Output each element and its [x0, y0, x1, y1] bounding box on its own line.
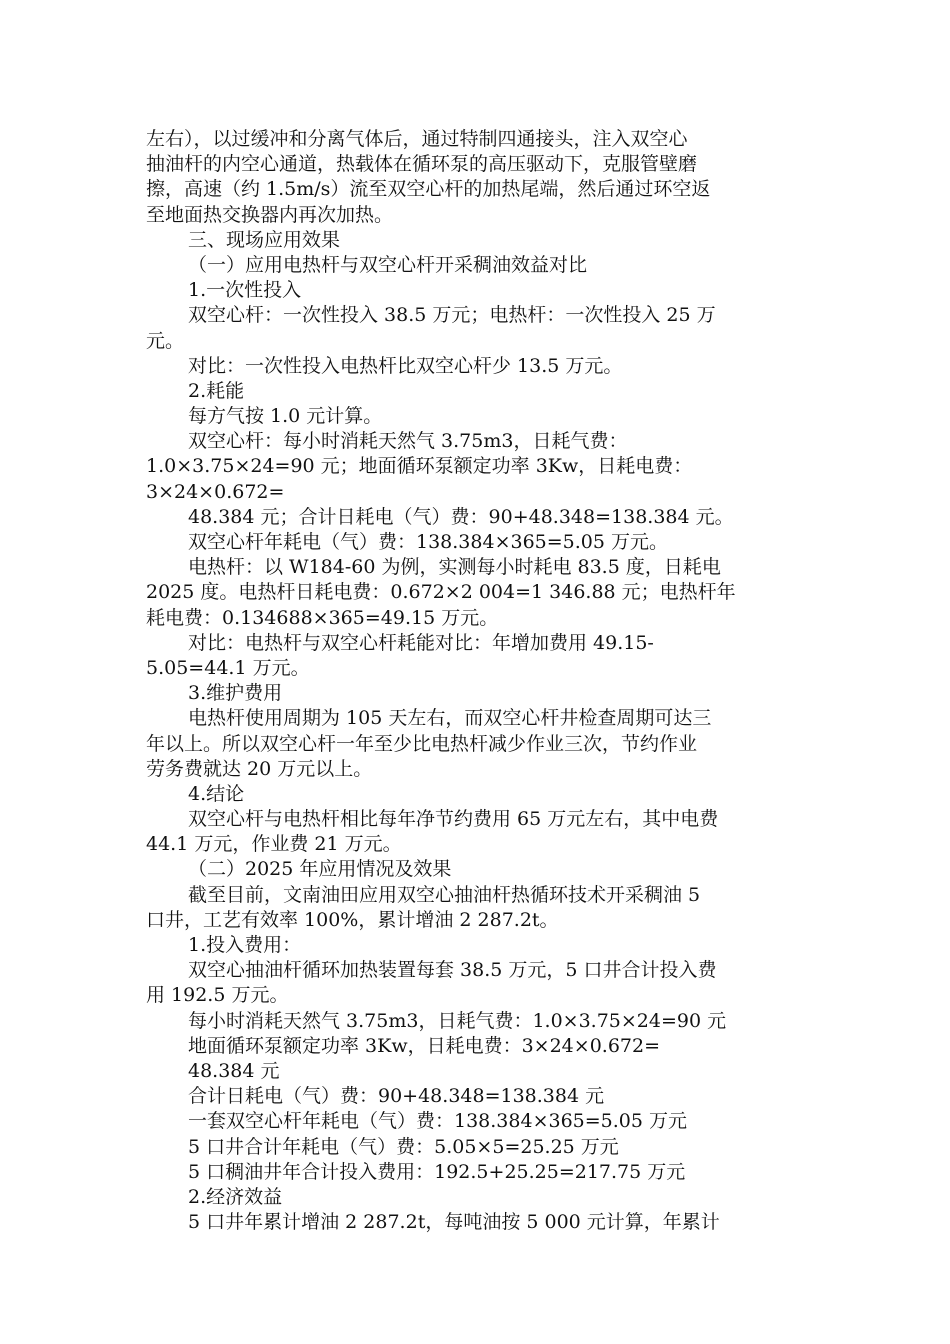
- paragraph-line: 年以上。所以双空心杆一年至少比电热杆减少作业三次，节约作业: [146, 732, 698, 755]
- paragraph-line: 擦，高速（约 1.5m/s）流至双空心杆的加热尾端，然后通过环空返: [146, 178, 711, 201]
- paragraph-line-indented: 1.一次性投入: [188, 279, 302, 302]
- paragraph-line: 2025 度。电热杆日耗电费：0.672×2 004=1 346.88 元；电热杆年: [146, 581, 736, 604]
- paragraph-line-indented: 48.384 元；合计日耗电（气）费：90+48.348=138.384 元。: [188, 505, 734, 528]
- paragraph-line-indented: 每小时消耗天然气 3.75m3，日耗气费：1.0×3.75×24=90 元: [188, 1009, 727, 1032]
- paragraph-line-indented: 2.经济效益: [188, 1185, 283, 1208]
- paragraph-line-indented: 三、现场应用效果: [188, 228, 341, 251]
- paragraph-line-indented: 双空心杆年耗电（气）费：138.384×365=5.05 万元。: [188, 531, 669, 553]
- paragraph-line-indented: 电热杆使用周期为 105 天左右，而双空心杆井检查周期可达三: [188, 707, 712, 730]
- paragraph-line-indented: 1.投入费用：: [188, 934, 302, 956]
- paragraph-line: 耗电费：0.134688×365=49.15 万元。: [146, 606, 499, 629]
- paragraph-line-indented: 地面循环泵额定功率 3Kw，日耗电费：3×24×0.672=: [188, 1034, 661, 1057]
- paragraph-line-indented: 一套双空心杆年耗电（气）费：138.384×365=5.05 万元: [188, 1110, 688, 1133]
- paragraph-line-indented: 电热杆：以 W184-60 为例，实测每小时耗电 83.5 度，日耗电: [188, 556, 721, 579]
- paragraph-line-indented: （二）2025 年应用情况及效果: [188, 858, 452, 881]
- paragraph-line: 劳务费就达 20 万元以上。: [146, 757, 373, 780]
- paragraph-line-indented: 3.维护费用: [188, 682, 283, 705]
- paragraph-line-indented: 截至目前，文南油田应用双空心抽油杆热循环技术开采稠油 5: [188, 883, 701, 906]
- paragraph-line-indented: 合计日耗电（气）费：90+48.348=138.384 元: [188, 1085, 605, 1108]
- paragraph-line: 44.1 万元，作业费 21 万元。: [146, 833, 402, 856]
- paragraph-line-indented: 5 口稠油井年合计投入费用：192.5+25.25=217.75 万元: [188, 1160, 686, 1183]
- paragraph-line-indented: 双空心抽油杆循环加热装置每套 38.5 万元，5 口井合计投入费: [188, 959, 717, 982]
- paragraph-line: 用 192.5 万元。: [146, 984, 289, 1007]
- paragraph-line: 5.05=44.1 万元。: [146, 656, 310, 679]
- paragraph-line-indented: 5 口井合计年耗电（气）费：5.05×5=25.25 万元: [188, 1135, 619, 1158]
- paragraph-line-indented: 48.384 元: [188, 1059, 280, 1082]
- paragraph-line-indented: 双空心杆：一次性投入 38.5 万元；电热杆：一次性投入 25 万: [188, 304, 716, 327]
- paragraph-line-indented: 对比：一次性投入电热杆比双空心杆少 13.5 万元。: [188, 354, 623, 377]
- paragraph-line-indented: 2.耗能: [188, 379, 245, 402]
- paragraph-line-indented: 每方气按 1.0 元计算。: [188, 405, 383, 428]
- paragraph-line-indented: 对比：电热杆与双空心杆耗能对比：年增加费用 49.15-: [188, 631, 654, 654]
- paragraph-line-indented: （一）应用电热杆与双空心杆开采稠油效益对比: [188, 253, 588, 276]
- paragraph-line: 3×24×0.672=: [146, 480, 285, 503]
- paragraph-line: 1.0×3.75×24=90 元；地面循环泵额定功率 3Kw，日耗电费：: [146, 455, 693, 478]
- paragraph-line: 抽油杆的内空心通道，热载体在循环泵的高压驱动下，克服管壁磨: [146, 153, 698, 176]
- paragraph-line: 口井，工艺有效率 100%，累计增油 2 287.2t。: [146, 908, 559, 931]
- paragraph-line: 至地面热交换器内再次加热。: [146, 203, 394, 226]
- paragraph-line: 左右），以过缓冲和分离气体后，通过特制四通接头，注入双空心: [146, 128, 688, 150]
- paragraph-line-indented: 4.结论: [188, 782, 245, 805]
- document-page: [146, 127, 806, 1235]
- paragraph-line-indented: 双空心杆：每小时消耗天然气 3.75m3，日耗气费：: [188, 430, 628, 453]
- paragraph-line-indented: 双空心杆与电热杆相比每年净节约费用 65 万元左右，其中电费: [188, 808, 719, 831]
- paragraph-line: 元。: [146, 329, 185, 352]
- paragraph-line-indented: 5 口井年累计增油 2 287.2t，每吨油按 5 000 元计算，年累计: [188, 1211, 720, 1234]
